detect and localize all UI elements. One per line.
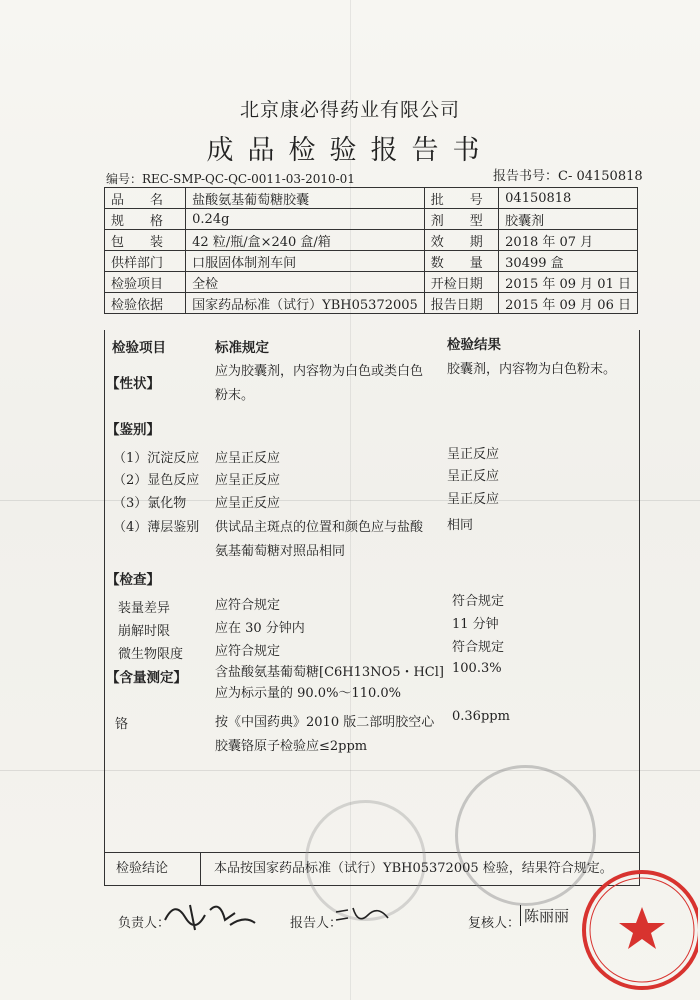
- ident-standard: 应呈正反应: [215, 473, 281, 488]
- reporter-label: 报告人：: [290, 916, 343, 931]
- assay-standard-cont: 应为标示量的 90.0%～110.0%: [215, 686, 401, 701]
- inspect-item: 微生物限度: [118, 647, 184, 662]
- inspect-item: 装量差异: [118, 601, 171, 616]
- ident-item: （1）沉淀反应: [113, 451, 200, 466]
- header-standard: 标准规定: [215, 340, 269, 356]
- ident-item: （4）薄层鉴别: [113, 520, 200, 535]
- ident-item: （3）氯化物: [113, 496, 187, 511]
- reviewer-label: 复核人：: [468, 916, 521, 931]
- responsible-label: 负责人：: [118, 916, 171, 931]
- chromium-item: 铬: [115, 717, 129, 732]
- reviewer-name: 陈丽丽: [520, 905, 569, 926]
- inspect-item: 崩解时限: [118, 624, 171, 639]
- ident-result: 相同: [447, 518, 474, 533]
- section-identification: 【鉴别】: [106, 422, 160, 438]
- reporter-signature: [333, 900, 393, 930]
- ident-standard: 供试品主斑点的位置和颜色应与盐酸: [215, 520, 424, 535]
- ident-item: （2）显色反应: [113, 473, 200, 488]
- product-info-table: [104, 187, 638, 314]
- ident-result: 呈正反应: [447, 447, 500, 462]
- chromium-standard-cont: 胶囊铬原子检验应≤2ppm: [215, 739, 368, 754]
- conclusion-text: 本品按国家药品标准（试行）YBH05372005 检验，结果符合规定。: [214, 861, 613, 876]
- appearance-result: 胶囊剂，内容物为白色粉末。: [447, 362, 617, 377]
- quality-seal: [580, 865, 698, 995]
- inspect-standard: 应符合规定: [215, 598, 281, 613]
- appearance-standard-cont: 粉末。: [215, 388, 255, 403]
- report-title: 成品检验报告书: [206, 135, 494, 166]
- ident-standard-cont: 氨基葡萄糖对照品相同: [215, 544, 346, 559]
- assay-standard: 含盐酸氨基葡萄糖[C6H13NO5・HCl]: [215, 665, 444, 680]
- company-seal-faded: [455, 765, 596, 906]
- info-row: 供样部门 口服固体制剂车间 数 量 30499 盒: [105, 251, 638, 272]
- inspect-result: 11 分钟: [452, 617, 499, 632]
- info-row: 包 装 42 粒/瓶/盒×240 盒/箱 效 期 2018 年 07 月: [105, 230, 638, 251]
- inspect-standard: 应在 30 分钟内: [215, 621, 305, 636]
- ident-result: 呈正反应: [447, 469, 500, 484]
- chromium-result: 0.36ppm: [452, 709, 510, 724]
- header-result: 检验结果: [447, 337, 501, 353]
- info-row: 检验项目 全检 开检日期 2015 年 09 月 01 日: [105, 272, 638, 293]
- ident-standard: 应呈正反应: [215, 451, 281, 466]
- ident-result: 呈正反应: [447, 492, 500, 507]
- inspect-standard: 应符合规定: [215, 644, 281, 659]
- header-item: 检验项目: [112, 340, 166, 356]
- report-number: 报告书号：C- 04150818: [493, 169, 643, 184]
- appearance-standard: 应为胶囊剂，内容物为白色或类白色: [215, 364, 424, 379]
- document-number: 编号：REC-SMP-QC-QC-0011-03-2010-01: [106, 172, 355, 186]
- section-inspection: 【检查】: [106, 572, 160, 588]
- info-row: 检验依据 国家药品标准（试行）YBH05372005 报告日期 2015 年 09 月 06 日: [105, 293, 638, 314]
- conclusion-label: 检验结论: [116, 861, 169, 876]
- divider: [200, 852, 201, 885]
- assay-result: 100.3%: [452, 661, 502, 676]
- section-assay: 【含量测定】: [106, 670, 187, 686]
- chromium-standard: 按《中国药典》2010 版二部明胶空心: [215, 715, 435, 730]
- company-name: 北京康必得药业有限公司: [239, 99, 460, 121]
- ident-standard: 应呈正反应: [215, 496, 281, 511]
- inspect-result: 符合规定: [452, 640, 505, 655]
- inspect-result: 符合规定: [452, 594, 505, 609]
- section-appearance: 【性状】: [106, 376, 160, 392]
- info-row: 品 名 盐酸氨基葡萄糖胶囊 批 号 04150818: [105, 188, 638, 209]
- info-row: 规 格 0.24g 剂 型 胶囊剂: [105, 209, 638, 230]
- responsible-signature: [160, 895, 260, 935]
